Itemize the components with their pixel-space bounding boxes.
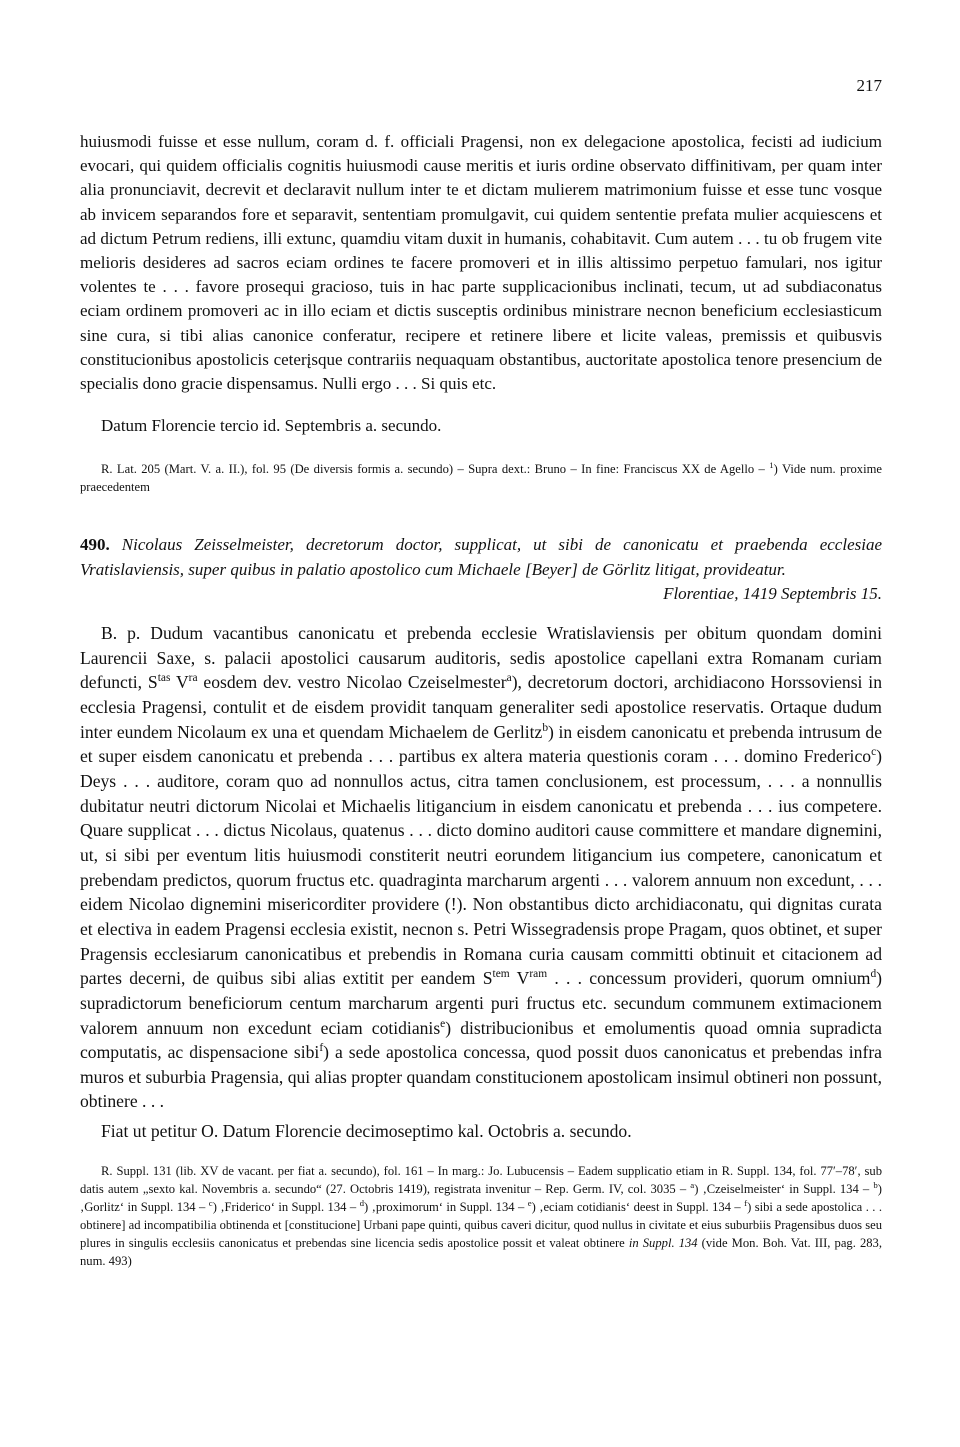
body-text: eosdem dev. vestro Nicolao Czeiselmester (197, 672, 507, 693)
entry-490-header (80, 533, 882, 607)
footnote-marker: c (871, 746, 877, 759)
note-text: (vide Mon. Boh. Vat. III, pag. 283, num. 493) (80, 1236, 882, 1268)
note-text: ) sibi a sede apostolica . . . obtinere] ad incompatibilia obtinenda et [constitucione] Urbani pape quinti, quibus caveri dicitur, quod nullus in civitate et eius suburbiis Pragensibus duos seu plures in singulis ecclesiis canonicatus et prebendas sine licencia sedis apostolice possit et valeat obtinere (80, 1200, 883, 1250)
entry-490-body (80, 621, 882, 1114)
note-text: ) Vide num. proxime praecedentem (80, 462, 882, 494)
entry-summary: Nicolaus Zeisselmeister, decretorum doctor, supplicat, ut sibi de canonicatu et praebenda ecclesiae Vratislaviensis, super quibus in palatio apostolico cum Michaele [Beyer] de Görlitz litigat, provideatur. (80, 535, 883, 579)
note-text: ) ‚Gorlitz‘ in Suppl. 134 – (80, 1182, 882, 1214)
page-number: 217 (856, 76, 882, 95)
entry-489-apparatus-note (80, 460, 882, 496)
body-text: ) supradictorum beneficiorum centum marcharum argenti puri fructus etc. secundum communem extimacionem valorem annuum non excedunt eciam cotidianis (80, 968, 883, 1038)
body-text: . . . concessum provideri, quorum omnium (547, 968, 871, 989)
entry-490-apparatus-note (80, 1162, 882, 1270)
note-text: ) ‚proximorum‘ in Suppl. 134 – (364, 1200, 528, 1214)
footnote-marker: e (440, 1017, 446, 1030)
footnote-marker: c (208, 1197, 213, 1208)
footnote-marker: a (506, 672, 512, 685)
body-text: ), decretorum doctori, archidiacono Horssoviensi in ecclesia Pragensi, contulit et de eisdem providit tanquam generaliter sedi apostolice reservatis. Ortaque dudum inter eundem Nicolaum ex una et quendam Michaelem de Gerlitz (80, 672, 882, 742)
entry-489-continuation: huiusmodi fuisse et esse nullum, coram d. f. officiali Pragensi, non ex delegacione apostolica, fecisti ad iudicium evocari, qui quidem officialis cognitis huiusmodi cause meritis et iuris ordine observato diffinitivam, per quam inter alia pronunciavit, decrevit et declaravit nullum inter te et dictam mulierem matrimonium fuisse et esse tunc vosque ab invicem separandos fore et separavit, sententiam promulgavit, cui quidem sententie prefata mulier acquiescens et ad dictum Petrum rediens, illi extunc, quamdiu vitam duxit in humanis, cohabitavit. Cum autem . . . tu ob frugem vite melioris desideres ad sacros eciam ordines te facere promoveri et in illis altissimo perpetuo famulari, nos igitur volentes te . . . favore prosequi gracioso, tuis in hac parte supplicacionibus inclinati, tecum, ut ad subdiaconatus eciam ordinem promoveri ac in illo eciam et dictis susceptis ordinibus ministrare necnon beneficium ecclesiasticum sine cura, si tibi alias canonice conferatur, recipere et retinere libere et licite valeas, premissis et quibusvis constitucionibus apostolicis ceterįsque contrariis nequaquam obstantibus, auctoritate apostolica tenore presencium de specialis dono gracie dispensamus. Nulli ergo . . . Si quis etc. (80, 132, 882, 394)
footnote-marker: f (319, 1042, 324, 1055)
body-text: ) in eisdem canonicatu et prebenda intrusum de et super eisdem canonicatu et prebenda . . . partibus ex altera materia questionis coram . . . domino Frederico (80, 721, 882, 767)
body-text: ) Deys . . . auditore, coram quo ad nonnullos actus, citra tamen conclusionem, est processum, . . . a nonnullis dubitatur neutri dictorum Nicolai et Michaelis litigancium in eisdem canonicatu et prebenda . . . ius competere. Quare supplicat . . . dictus Nicolaus, quatenus . . . dicto domino auditori cause committere et mandare dignemini, ut, si sibi per eventum litis huiusmodi constiterit neutri eorundem litigancium ius competere, canonicatum et prebendam predictos, quorum fructus etc. quadraginta marcharum argenti . . . valorem annuum non excedunt, . . . eidem Nicolao dignemini misericorditer providere (!). Non obstantibus dicto archidiaconatu, qui dignitas curata et electiva in eadem Pragensi ecclesia existit, necnon s. Petri Wissegradensis prope Pragam, quos obtinet, et super Pragensis ecclesiarum canonicatibus et prebendis in Romana curia causam committi obtinuit et citacionem ad partes decerni, de quibus sibi alias extitit per eandem S (80, 746, 882, 989)
note-text: ) ‚eciam cotidianis‘ deest in Suppl. 134 – (531, 1200, 745, 1214)
abbrev-superscript: tas (157, 672, 171, 685)
note-text: ) ‚Friderico‘ in Suppl. 134 – (212, 1200, 360, 1214)
footnote-marker: a (690, 1179, 695, 1190)
note-text: ) ‚Czeiselmeister‘ in Suppl. 134 – (694, 1182, 874, 1196)
entry-489-datum: Datum Florencie tercio id. Septembris a. secundo. (101, 416, 442, 435)
body-text: V (509, 968, 530, 989)
note-text: R. Lat. 205 (Mart. V. a. II.), fol. 95 (De diversis formis a. secundo) – Supra dext.: Bruno – In fine: Franciscus XX de Agello – (101, 462, 770, 476)
entry-place-date: Florentiae, 1419 Septembris 15. (663, 584, 882, 603)
footnote-marker: b (542, 721, 549, 734)
body-text: V (170, 672, 189, 693)
body-text: ) a sede apostolica concessa, quod possit duos canonicatus et prebendas infra muros et suburbia Pragensia, qui alias propter quandam constitucionem apostolicam insimul obtineri non possunt, obtinere . . . (80, 1042, 882, 1112)
footnote-marker: d (359, 1197, 365, 1208)
body-text: B. p. Dudum vacantibus canonicatu et prebenda ecclesie Wratislaviensis per obitum quondam domini Laurencii Saxe, s. palacii apostolici causarum auditoris, sedis apostolice capellani extra Romanam curiam defuncti, S (80, 623, 882, 693)
abbrev-superscript: ram (529, 968, 548, 981)
body-text: ) distribucionibus et emolumentis quoad omnia supradicta computatis, ac dispensacione sibi (80, 1017, 882, 1063)
entry-490-datum: Fiat ut petitur O. Datum Florencie decimoseptimo kal. Octobris a. secundo. (101, 1121, 632, 1141)
footnote-marker: f (744, 1197, 748, 1208)
abbrev-superscript: ra (188, 672, 198, 685)
entry-number: 490. (80, 535, 110, 554)
note-text: R. Suppl. 131 (lib. XV de vacant. per fiat a. secundo), fol. 161 – In marg.: Jo. Lubucensis – Eadem supplicatio etiam in R. Suppl. 134, fol. 77′–78′, sub datis autem „sexto kal. Novembris a. secundo“ (27. Octobris 1419), registrata invenitur – Rep. Germ. IV, col. 3035 – (80, 1164, 882, 1196)
abbrev-superscript: tem (492, 968, 510, 981)
footnote-marker: b (873, 1179, 878, 1190)
footnote-marker: e (527, 1197, 532, 1208)
footnote-marker: 1 (769, 459, 774, 470)
note-italic-text: in Suppl. 134 (628, 1236, 698, 1250)
footnote-marker: d (870, 968, 877, 981)
